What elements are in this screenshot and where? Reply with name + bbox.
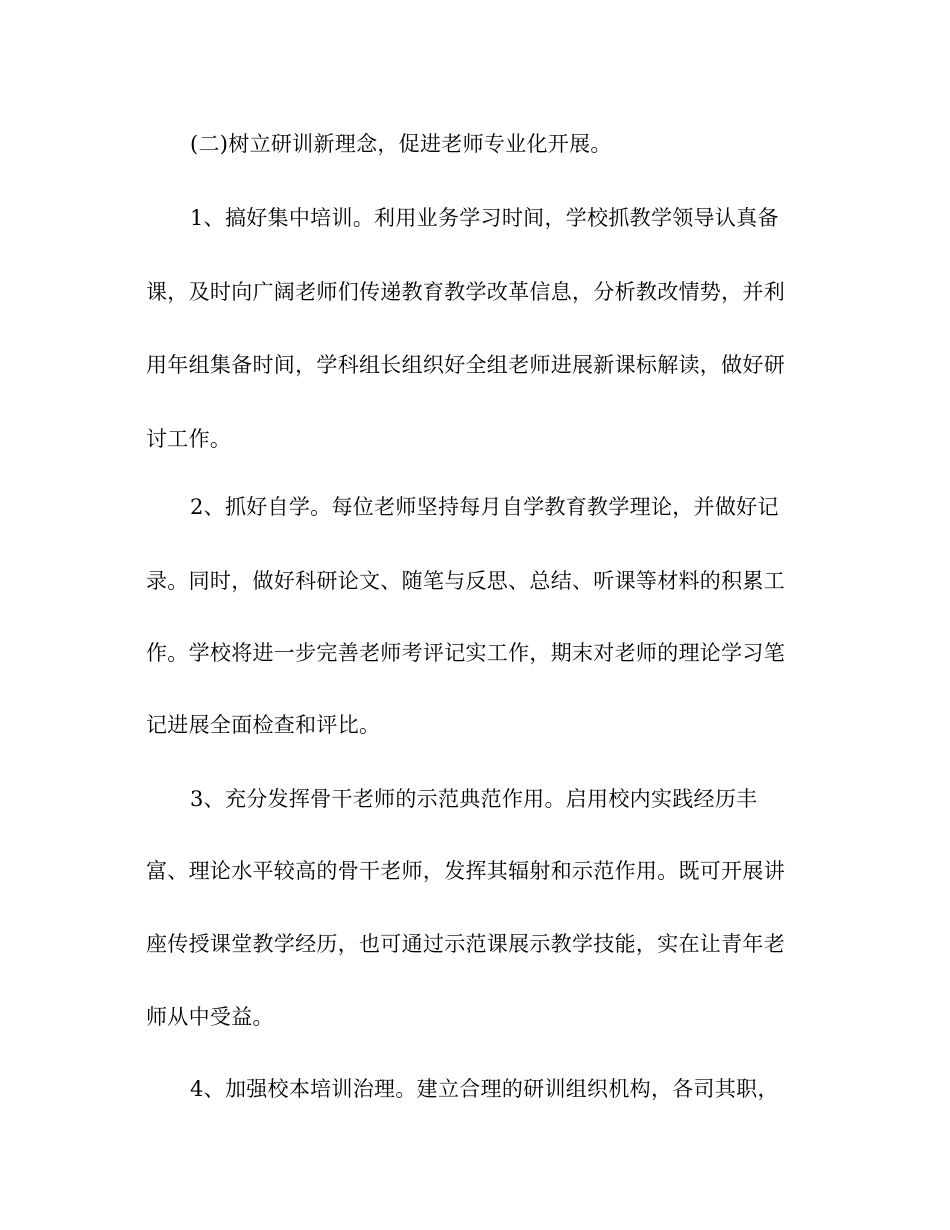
paragraph-2-line-3: 作。学校将进一步完善老师考评记实工作，期末对老师的理论学习笔 — [146, 641, 785, 665]
paragraph-3-line-2: 富、理论水平较高的骨干老师，发挥其辐射和示范作用。既可开展讲 — [146, 859, 785, 883]
paragraph-1-line-1: 1、搞好集中培训。利用业务学习时间，学校抓教学领导认真备 — [190, 206, 779, 230]
paragraph-4-line-1: 4、加强校本培训治理。建立合理的研训组织机构，各司其职， — [190, 1077, 779, 1101]
paragraph-1-line-2: 课，及时向广阔老师们传递教育教学改革信息，分析教改情势，并利 — [146, 280, 785, 304]
paragraph-2-line-2: 录。同时，做好科研论文、随笔与反思、总结、听课等材料的积累工 — [146, 569, 785, 593]
paragraph-2-line-4: 记进展全面检查和评比。 — [146, 713, 381, 737]
paragraph-2-line-1: 2、抓好自学。每位老师坚持每月自学教育教学理论，并做好记 — [190, 495, 779, 519]
paragraph-3-line-1: 3、充分发挥骨干老师的示范典范作用。启用校内实践经历丰 — [190, 787, 758, 811]
paragraph-3-line-3: 座传授课堂教学经历，也可通过示范课展示教学技能，实在让青年老 — [146, 932, 785, 956]
paragraph-3-line-4: 师从中受益。 — [146, 1005, 274, 1029]
paragraph-1-line-3: 用年组集备时间，学科组长组织好全组老师进展新课标解读，做好研 — [146, 353, 785, 377]
paragraph-1-line-4: 讨工作。 — [146, 427, 232, 451]
section-heading: (二)树立研训新理念，促进老师专业化开展。 — [190, 132, 612, 156]
